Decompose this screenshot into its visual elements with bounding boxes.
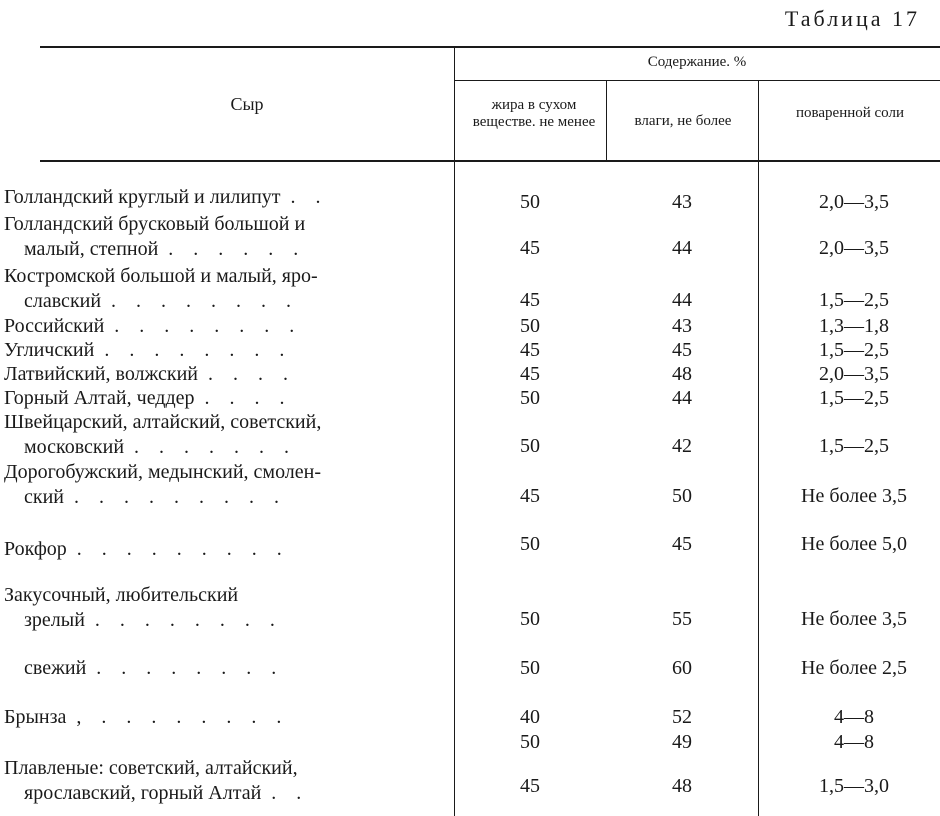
cell-salt: 1,5—2,5 bbox=[819, 435, 889, 457]
cell-salt: Не более 3,5 bbox=[801, 608, 907, 630]
row-name: Швейцарский, алтайский, советский, московский . . . . . . . bbox=[4, 411, 322, 458]
cell-fat: 50 bbox=[520, 731, 540, 753]
cell-fat: 45 bbox=[520, 289, 540, 311]
cell-fat: 50 bbox=[520, 608, 540, 630]
header-moisture: влаги, не более bbox=[634, 113, 732, 129]
cell-fat: 40 bbox=[520, 706, 540, 728]
group-rule bbox=[454, 80, 940, 81]
row-name: свежий . . . . . . . . bbox=[4, 657, 277, 679]
col-divider-2 bbox=[606, 80, 607, 160]
table-caption: Таблица 17 bbox=[784, 6, 920, 31]
cell-fat: 45 bbox=[520, 363, 540, 385]
cell-moisture: 44 bbox=[672, 237, 692, 259]
cell-salt: Не более 2,5 bbox=[801, 657, 907, 679]
cell-fat: 50 bbox=[520, 533, 540, 555]
cell-fat: 45 bbox=[520, 485, 540, 507]
cell-fat: 50 bbox=[520, 657, 540, 679]
cell-salt: 1,5—3,0 bbox=[819, 775, 889, 797]
row-name: Угличский . . . . . . . . bbox=[4, 339, 285, 361]
header-content-group: Содержание. % bbox=[647, 54, 747, 70]
cell-fat: 50 bbox=[520, 315, 540, 337]
row-name: Голландский брусковый большой и малый, степной . . . . . . bbox=[4, 213, 306, 260]
cell-moisture: 55 bbox=[672, 608, 692, 630]
cell-salt: Не более 5,0 bbox=[801, 533, 907, 555]
cell-moisture: 42 bbox=[672, 435, 692, 457]
cell-salt: 1,3—1,8 bbox=[819, 315, 889, 337]
cell-moisture: 45 bbox=[672, 339, 692, 361]
cell-salt: 4—8 bbox=[834, 731, 874, 753]
row-name: Голландский круглый и лилипут . . bbox=[4, 186, 321, 208]
cell-salt: 1,5—2,5 bbox=[819, 339, 889, 361]
row-name: Брынза , . . . . . . . . bbox=[4, 706, 282, 728]
row-name: Российский . . . . . . . . bbox=[4, 315, 295, 337]
cell-salt: 2,0—3,5 bbox=[819, 191, 889, 213]
cell-moisture: 45 bbox=[672, 533, 692, 555]
row-name: Плавленые: советский, алтайский, ярославский, горный Алтай . . bbox=[4, 757, 302, 804]
cell-moisture: 43 bbox=[672, 191, 692, 213]
cell-moisture: 48 bbox=[672, 363, 692, 385]
row-name: Закусочный, любительский зрелый . . . . . . . . bbox=[4, 584, 275, 631]
header-salt: поваренной соли bbox=[795, 105, 905, 121]
row-name: Костромской большой и малый, яро- славский . . . . . . . . bbox=[4, 265, 318, 312]
header-fat: жира в сухом веществе. не менее bbox=[472, 97, 596, 130]
cell-fat: 50 bbox=[520, 387, 540, 409]
row-name: Горный Алтай, чеддер . . . . bbox=[4, 387, 285, 409]
row-name: Дорогобужский, медынский, смолен- ский . . . . . . . . . bbox=[4, 461, 322, 508]
cell-salt: Не более 3,5 bbox=[801, 485, 907, 507]
cell-moisture: 52 bbox=[672, 706, 692, 728]
row-name: Латвийский, волжский . . . . bbox=[4, 363, 288, 385]
header-product: Сыр bbox=[230, 94, 264, 114]
cell-moisture: 44 bbox=[672, 387, 692, 409]
cell-fat: 50 bbox=[520, 191, 540, 213]
cell-moisture: 50 bbox=[672, 485, 692, 507]
col-divider-1 bbox=[454, 47, 455, 816]
col-divider-3 bbox=[758, 80, 759, 816]
cell-moisture: 43 bbox=[672, 315, 692, 337]
row-name: Рокфор . . . . . . . . . bbox=[4, 538, 282, 560]
header-bottom-rule bbox=[40, 160, 940, 162]
cell-salt: 1,5—2,5 bbox=[819, 387, 889, 409]
cell-fat: 45 bbox=[520, 237, 540, 259]
cell-moisture: 60 bbox=[672, 657, 692, 679]
cell-salt: 1,5—2,5 bbox=[819, 289, 889, 311]
cell-moisture: 48 bbox=[672, 775, 692, 797]
cell-fat: 50 bbox=[520, 435, 540, 457]
cell-fat: 45 bbox=[520, 339, 540, 361]
cell-fat: 45 bbox=[520, 775, 540, 797]
cell-moisture: 49 bbox=[672, 731, 692, 753]
cell-salt: 4—8 bbox=[834, 706, 874, 728]
cell-salt: 2,0—3,5 bbox=[819, 237, 889, 259]
cell-salt: 2,0—3,5 bbox=[819, 363, 889, 385]
cell-moisture: 44 bbox=[672, 289, 692, 311]
top-rule bbox=[40, 46, 940, 48]
